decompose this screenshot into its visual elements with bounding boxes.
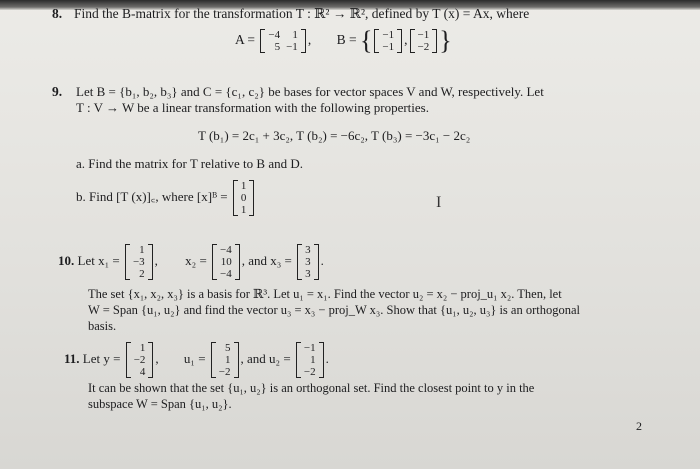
problem-11-number: 11. [64, 350, 80, 366]
problem-11-line1: It can be shown that the set {u₁, u₂} is an orthogonal set. Find the closest point to y in the [88, 381, 535, 395]
A-cell: −4 [268, 29, 281, 41]
u2-cell: −2 [303, 366, 316, 378]
basis-vector-b1 [374, 29, 402, 53]
y-cell: −2 [133, 354, 146, 366]
right-brace: } [439, 26, 452, 55]
left-brace: { [359, 26, 373, 55]
problem-11-line2: subspace W = Span {u₁, u₂}. [88, 397, 232, 411]
x3-label: , and x₃ = [241, 252, 292, 268]
problem-9-line2: T : V → W be a linear transformation with the following properties. [76, 100, 429, 115]
y-cell: 1 [139, 342, 146, 354]
u1-cell: 1 [225, 354, 231, 366]
problem-10-line1: The set {x₁, x₂, x₃} is a basis for ℝ³. Let u₁ = x₁. Find the vector u₂ = x₂ − proj_u₁ x₂. Then, let [88, 287, 562, 301]
problem-8-number: 8. [52, 6, 63, 21]
u1-cell: 5 [225, 342, 231, 354]
u2-label: , and u₂ = [240, 350, 291, 366]
u2-cell: −1 [303, 342, 316, 354]
vector-y [126, 342, 154, 378]
problem-9-properties: T (b₁) = 2c₁ + 3c₂, T (b₂) = −6c₂, T (b₃) = −3c₁ − 2c₂ [198, 128, 471, 143]
problem-9-number: 9. [52, 84, 63, 99]
text-cursor-icon: I [436, 194, 442, 211]
problem-9b-text: b. Find [T (x)]꜀, where [x]ᴮ = [76, 188, 228, 204]
x1-cell: −3 [132, 256, 145, 268]
problem-8-text: Find the B-matrix for the transformation T : ℝ² → ℝ², defined by T (x) = Ax, where [74, 6, 530, 21]
problem-9b [76, 180, 256, 216]
matrix-A-label: A = [235, 32, 255, 48]
x2-cell: −4 [220, 244, 232, 256]
x3-cell: 3 [305, 256, 311, 268]
x1-cell: 1 [139, 244, 145, 256]
matrix-B-label: B = [336, 32, 357, 48]
page-number: 2 [636, 419, 642, 433]
y-cell: 4 [139, 366, 146, 378]
problem-11-vectors: 11. Let y = 1 −2 4 , u₁ = 5 1 −2 , and u₂ = −1 1 −2 . [64, 342, 329, 378]
A-cell: −1 [286, 41, 298, 53]
u1-cell: −2 [218, 366, 231, 378]
A-cell: 1 [292, 29, 298, 41]
x2-label: x₂ = [185, 252, 207, 268]
problem-10-number: 10. [58, 252, 75, 268]
problem-10-line2: W = Span {u₁, u₂} and find the vector u₃ = x₃ − proj_W x₃. Show that {u₁, u₂, u₃} is an orthogonal [88, 303, 580, 317]
vector-xB [233, 180, 255, 216]
problem-8-matrices: A = −4 1 5 −1 , B = { −1 −1 , −1 −2 } [235, 26, 452, 55]
x1-label: Let x₁ = [77, 252, 120, 268]
B-cell: −1 [382, 41, 395, 53]
basis-vector-b2 [410, 29, 438, 53]
vector-x1 [125, 244, 153, 280]
B-cell: −1 [382, 29, 395, 41]
B-cell: −1 [417, 29, 430, 41]
matrix-A [260, 29, 305, 53]
problem-9-line1: Let B = {b₁, b₂, b₃} and C = {c₁, c₂} be bases for vector spaces V and W, respectively. Let [76, 84, 544, 99]
B-cell: −2 [417, 41, 430, 53]
u2-cell: 1 [310, 354, 316, 366]
u1-label: u₁ = [183, 350, 206, 366]
xB-cell: 1 [240, 204, 247, 216]
x2-cell: 10 [220, 256, 232, 268]
problem-10-vectors: 10. Let x₁ = 1 −3 2 , x₂ = −4 10 −4 , and x₃ = 3 3 3 . [58, 244, 324, 280]
A-cell: 5 [274, 41, 281, 53]
xB-cell: 0 [240, 192, 247, 204]
x3-cell: 3 [305, 268, 311, 280]
problem-10-line3: basis. [88, 319, 117, 333]
vector-u1 [211, 342, 239, 378]
x3-cell: 3 [305, 244, 311, 256]
problem-9a: a. Find the matrix for T relative to B and D. [76, 156, 303, 171]
x2-cell: −4 [220, 268, 232, 280]
x1-cell: 2 [139, 268, 145, 280]
vector-x3 [297, 244, 319, 280]
xB-cell: 1 [240, 180, 247, 192]
y-label: Let y = [82, 350, 121, 366]
vector-u2 [296, 342, 324, 378]
vector-x2 [212, 244, 240, 280]
